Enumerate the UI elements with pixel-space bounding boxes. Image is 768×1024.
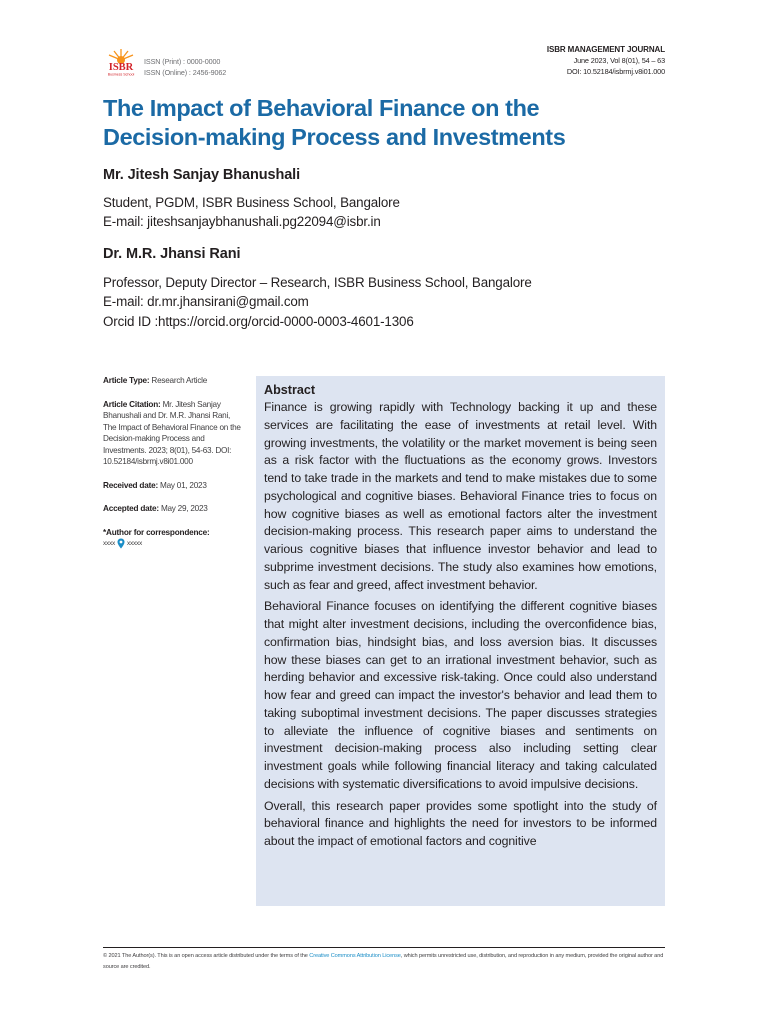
location-pin-icon bbox=[117, 538, 125, 549]
title-line-2: Decision-making Process and Investments bbox=[103, 124, 566, 150]
article-metadata bbox=[103, 375, 243, 562]
author-2-email: E-mail: dr.mr.jhansirani@gmail.com bbox=[103, 294, 309, 310]
svg-text:Business School: Business School bbox=[107, 72, 135, 77]
correspondence-right: xxxxx bbox=[127, 540, 142, 547]
article-citation-label: Article Citation: bbox=[103, 399, 161, 409]
author-1-details bbox=[103, 193, 400, 232]
received-date bbox=[103, 480, 243, 492]
license-text-before: © 2021 The Author(s). This is an open access article distributed under the terms of the bbox=[103, 953, 310, 959]
accepted-date-value: May 29, 2023 bbox=[160, 504, 208, 513]
correspondence bbox=[103, 527, 243, 550]
article-type-label: Article Type: bbox=[103, 376, 150, 385]
abstract-paragraph-2: Behavioral Finance focuses on identifying the different cognitive biases that might alter investment decisions, including the overconfidence bias, confirmation bias, hindsight bias, and loss aversion bias. It discusses how these biases can get to an irrational investment behavior, such as herding behavior and excessive risk-taking. Once could also understand how fear and greed can impact the investor's behavior and lead them to taking suboptimal investment decisions. The paper discusses strategies to alleviate the influence of cognitive biases and sentiments on investment decision-making process also including setting clear investment goals while following financial literacy and taking calculated decisions with systematic diversifications to avoid impulsive decisions. bbox=[264, 599, 657, 791]
journal-info bbox=[547, 44, 665, 77]
license-text-after: , which permits unrestricted use, distribution, and reproduction in any medium, provided the original author and source are credited. bbox=[103, 953, 664, 970]
isbr-logo bbox=[103, 47, 139, 77]
issn-print: ISSN (Print) : 0000-0000 bbox=[144, 57, 221, 66]
license-footer bbox=[103, 951, 668, 972]
author-2-name: Dr. M.R. Jhansi Rani bbox=[103, 246, 241, 262]
article-type-value: Research Article bbox=[151, 376, 208, 385]
abstract-paragraph-1: Finance is growing rapidly with Technology backing it up and these services are facilitating the ease of investments at retail level. With growing investments, the volatility or the market movement is being seen as a risk factor with the fluctuations as the economy grows. Investors tend to take trade in the markets and tend to make mistakes due to some psychological and cognitive biases. Behavioral Finance tries to focus on how cognitive biases as well as emotional factors alter the investment decision-making process. This research paper aims to understand the various cognitive biases that influence investor behavior and lead to subprime investment decisions. The study also examines how emotions, such as fear and greed, affect investment behavior. bbox=[264, 400, 657, 592]
journal-doi: DOI: 10.52184/isbrmj.v8i01.000 bbox=[566, 67, 665, 76]
title-line-1: The Impact of Behavioral Finance on the bbox=[103, 95, 540, 121]
issn-block bbox=[144, 56, 226, 78]
article-citation bbox=[103, 399, 243, 468]
accepted-date bbox=[103, 503, 243, 515]
footer-divider bbox=[103, 947, 665, 948]
accepted-date-label: Accepted date: bbox=[103, 504, 159, 513]
article-title bbox=[103, 94, 683, 152]
issn-online: ISSN (Online) : 2456-9062 bbox=[144, 68, 227, 77]
received-date-label: Received date: bbox=[103, 480, 158, 490]
license-link[interactable]: Creative Commons Attribution License bbox=[309, 953, 401, 959]
author-1-email: E-mail: jiteshsanjaybhanushali.pg22094@isbr.in bbox=[103, 214, 381, 230]
author-2-affiliation: Professor, Deputy Director – Research, ISBR Business School, Bangalore bbox=[103, 275, 532, 290]
author-1-name: Mr. Jitesh Sanjay Bhanushali bbox=[103, 167, 301, 183]
author-1-affiliation: Student, PGDM, ISBR Business School, Bangalore bbox=[103, 195, 400, 210]
author-2-details bbox=[103, 273, 532, 331]
author-2-orcid: Orcid ID :https://orcid.org/orcid-0000-0003-4601-1306 bbox=[103, 313, 414, 329]
received-date-value: May 01, 2023 bbox=[160, 480, 207, 490]
svg-text:ISBR: ISBR bbox=[108, 62, 134, 73]
journal-issue: June 2023, Vol 8(01), 54 – 63 bbox=[573, 56, 665, 65]
abstract-heading: Abstract bbox=[264, 383, 316, 397]
abstract-paragraph-3: Overall, this research paper provides some spotlight into the study of behavioral finance and highlights the need for investors to be informed about the impact of emotional factors and cognitive bbox=[264, 798, 657, 848]
correspondence-label: *Author for correspondence: bbox=[103, 527, 210, 537]
correspondence-left: xxxx bbox=[103, 540, 115, 547]
journal-name: ISBR MANAGEMENT JOURNAL bbox=[546, 45, 665, 54]
correspondence-contact bbox=[103, 538, 243, 550]
article-citation-value: Mr. Jitesh Sanjay Bhanushali and Dr. M.R. Jhansi Rani, The Impact of Behavioral Finance on the Decision-making Process and Investments. 2023; 8(01), 54-63. DOI: 10.52184/isbrmj.v8i01.000 bbox=[103, 399, 241, 466]
article-type bbox=[103, 375, 243, 387]
abstract-box bbox=[256, 376, 665, 906]
